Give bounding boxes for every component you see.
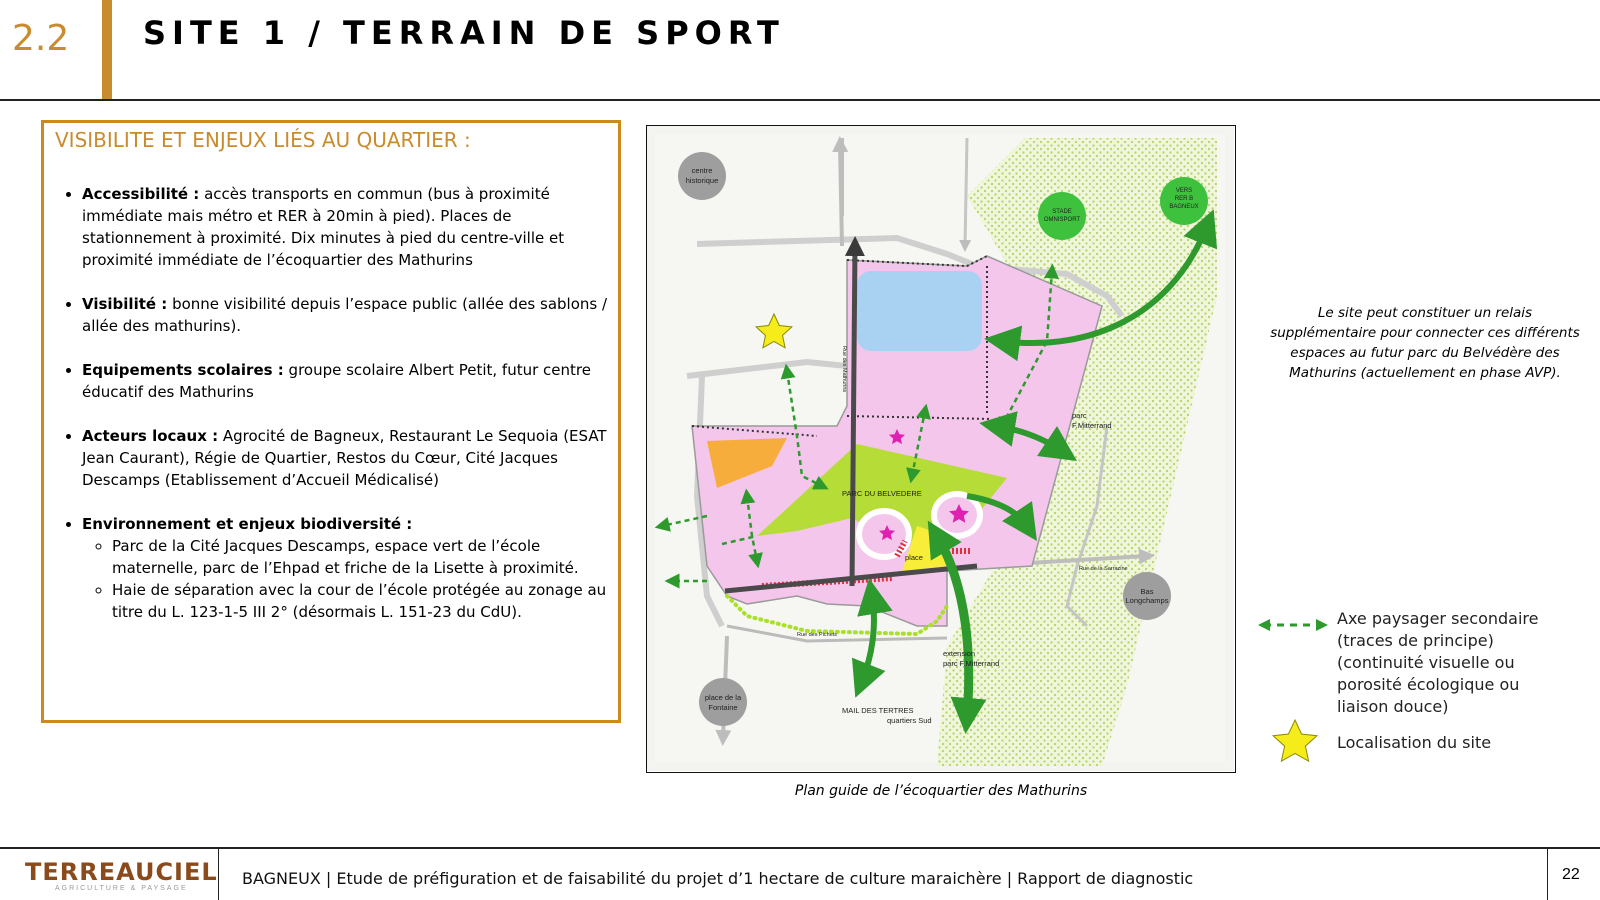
header-accent-bar: [102, 0, 112, 100]
map-label: STADE: [1052, 209, 1072, 215]
footer-text: BAGNEUX | Etude de préfiguration et de faisabilité du projet d’1 hectare de culture maraichère | Rapport de diagnostic: [242, 869, 1194, 888]
map-label: quartiers Sud: [887, 716, 932, 725]
logo-tagline: AGRICULTURE & PAYSAGE: [55, 885, 188, 892]
map-label: BAGNEUX: [1169, 204, 1199, 210]
info-bullets: [52, 183, 622, 645]
bullet-accessibilite: [82, 183, 622, 271]
bullet-text: groupe scolaire Albert Petit, futur centre éducatif des Mathurins: [82, 361, 591, 401]
footer-separator: [1547, 849, 1548, 900]
page-number: 22: [1562, 866, 1580, 883]
bullet-environnement: [82, 513, 622, 623]
map-label: Bas: [1140, 587, 1154, 596]
map-label: OMNISPORT: [1043, 217, 1081, 223]
footer-divider: [0, 847, 1600, 849]
bullet-label: Acteurs locaux :: [82, 427, 219, 445]
bullet-text: accès transports en commun (bus à proximité immédiate mais métro et RER à 20min à pied). Places de stationnement à proximité. Dix minutes à pied du centre-ville et proximité immédiate de l’écoquartier des Mathurins: [82, 185, 565, 269]
map-label: historique: [685, 176, 719, 185]
bullet-label: Accessibilité :: [82, 185, 200, 203]
sub-bullet: ◦ Haie de séparation avec la cour de l’école protégée au zonage au titre du L. 123-1-5 III 2° (désormais L. 151-23 du CdU).: [112, 579, 622, 623]
map-label: parc F.Mitterrand: [943, 659, 1000, 668]
bullet-text: bonne visibilité depuis l’espace public (allée des sablons / allée des mathurins).: [82, 295, 608, 335]
map-label: Rue des Mathurins: [841, 346, 847, 393]
header-divider: [0, 99, 1600, 101]
yellow-star-icon: [1270, 718, 1320, 766]
bullet-equipements: [82, 359, 622, 403]
map-label: Fontaine: [708, 703, 738, 712]
legend-axe-label: Axe paysager secondaire (traces de principe) (continuité visuelle ou porosité écologique ou liaison douce): [1337, 609, 1539, 716]
dashed-green-arrow-icon: [1258, 618, 1328, 632]
logo-wordmark: TERREAUCIEL: [25, 858, 218, 886]
site-map: [646, 125, 1236, 773]
map-label: Rue de la Sarrazine: [1079, 566, 1128, 572]
map-label: centre: [691, 166, 713, 175]
map-label: RER B: [1174, 196, 1194, 202]
sub-bullet: ◦ Parc de la Cité Jacques Descamps, espace vert de l’école maternelle, parc de l’Ehpad et friche de la Lisette à proximité.: [112, 535, 622, 579]
map-label: extension: [943, 649, 976, 658]
bullet-label: Environnement et enjeux biodiversité :: [82, 515, 413, 533]
bullet-acteurs: [82, 425, 622, 491]
map-label: place de la: [704, 693, 742, 702]
bullet-visibilite: [82, 293, 622, 337]
map-label: VERS: [1175, 188, 1193, 194]
map-label: PARC DU BELVEDERE: [842, 489, 922, 498]
map-illustration: [647, 126, 1234, 771]
map-caption: Plan guide de l’écoquartier des Mathurins: [794, 783, 1088, 799]
map-label: place: [905, 553, 923, 562]
map-label: MAIL DES TERTRES: [842, 706, 914, 715]
page-title: SITE 1 / TERRAIN DE SPORT: [143, 14, 785, 52]
company-logo: [25, 858, 218, 900]
map-label: F.Mitterrand: [1072, 421, 1112, 430]
map-label: parc: [1072, 411, 1087, 420]
footer-separator: [218, 849, 219, 900]
map-label: Rue des Pichets: [797, 632, 838, 638]
info-box-title: VISIBILITE ET ENJEUX LIÉS AU QUARTIER :: [55, 128, 471, 152]
legend-star-label: Localisation du site: [1337, 733, 1492, 752]
side-note: Le site peut constituer un relais supplémentaire pour connecter ces différents espaces au futur parc du Belvédère des Mathurins (actuellement en phase AVP).: [1270, 305, 1580, 381]
map-label: Longchamps: [1125, 596, 1169, 605]
section-number: 2.2: [12, 18, 70, 59]
bullet-label: Equipements scolaires :: [82, 361, 284, 379]
bullet-label: Visibilité :: [82, 295, 168, 313]
bullet-text: Agrocité de Bagneux, Restaurant Le Sequoia (ESAT Jean Caurant), Régie de Quartier, Restos du Cœur, Cité Jacques Descamps (Etablissement d’Accueil Médicalisé): [82, 427, 607, 489]
